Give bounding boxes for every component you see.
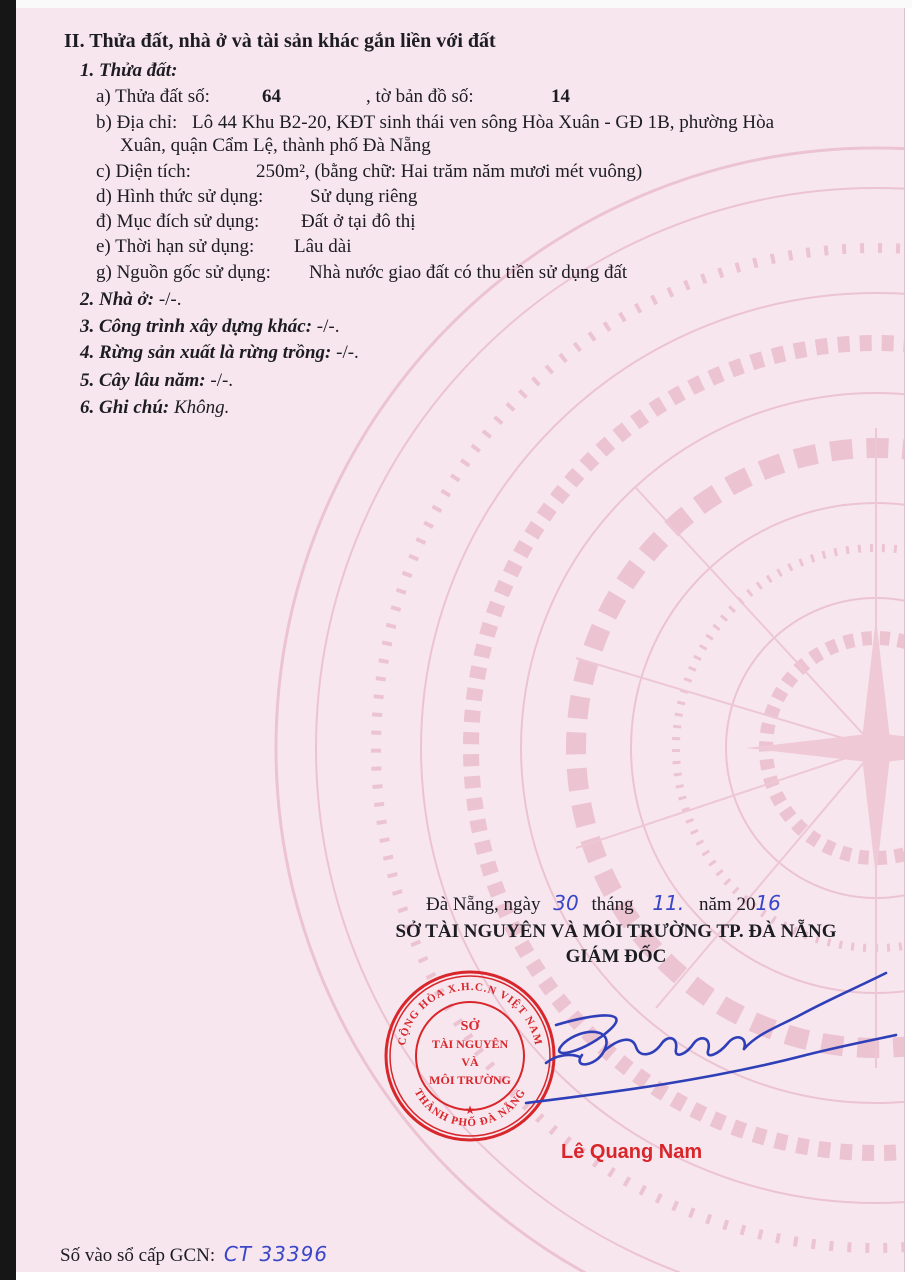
- address-value-line1: Lô 44 Khu B2-20, KĐT sinh thái ven sông Hòa Xuân - GĐ 1B, phường Hòa: [192, 112, 775, 133]
- house-row: [80, 289, 182, 311]
- parcel-number-value: 64: [262, 86, 281, 107]
- house-label: 2. Nhà ở:: [80, 289, 155, 310]
- date-year: 16: [755, 891, 781, 915]
- certificate-content: [16, 8, 904, 1272]
- signer-name: Lê Quang Nam: [561, 1141, 703, 1163]
- seal-center-line3: VÀ: [461, 1055, 479, 1069]
- registry-label: Số vào sổ cấp GCN:: [60, 1245, 216, 1266]
- section-title: II. Thửa đất, nhà ở và tài sản khác gắn liền với đất: [64, 30, 496, 52]
- other-construction-value: -/-.: [316, 316, 340, 337]
- planted-forest-row: [80, 342, 359, 364]
- scan-edge-left: [0, 0, 16, 1280]
- address-value-line2: Xuân, quận Cẩm Lệ, thành phố Đà Nẵng: [120, 135, 431, 156]
- usage-purpose-value: Đất ở tại đô thị: [301, 211, 416, 232]
- perennial-trees-label: 5. Cây lâu năm:: [80, 370, 206, 391]
- usage-form-value: Sử dụng riêng: [310, 186, 418, 207]
- notes-value: Không.: [173, 397, 230, 418]
- usage-term-label: e) Thời hạn sử dụng:: [96, 236, 255, 257]
- other-construction-row: [80, 316, 339, 338]
- registry-row: [60, 1243, 328, 1267]
- area-label: c) Diện tích:: [96, 161, 191, 182]
- seal-star-icon: ★: [464, 1103, 476, 1117]
- house-value: -/-.: [158, 289, 182, 310]
- usage-origin-value: Nhà nước giao đất có thu tiền sử dụng đất: [309, 262, 628, 283]
- notes-row: [80, 397, 229, 419]
- date-day: 30: [553, 891, 579, 915]
- other-construction-label: 3. Công trình xây dựng khác:: [80, 316, 313, 337]
- issuing-authority: SỞ TÀI NGUYÊN VÀ MÔI TRƯỜNG TP. ĐÀ NẴNG: [395, 921, 837, 942]
- address-label: b) Địa chỉ:: [96, 112, 178, 133]
- issue-date: [426, 892, 781, 916]
- date-year-label: năm 20: [698, 894, 756, 915]
- date-month: 11.: [652, 891, 685, 915]
- seal-center-line2: TÀI NGUYÊN: [431, 1037, 509, 1051]
- date-prefix: Đà Nẵng, ngày: [426, 894, 541, 915]
- seal-ring-top: CỘNG HÒA X.H.C.N VIỆT NAM: [395, 980, 545, 1047]
- registry-value: CT 33396: [223, 1242, 329, 1266]
- usage-term-value: Lâu dài: [294, 236, 352, 257]
- date-month-label: tháng: [591, 894, 634, 915]
- parcel-number-label: a) Thửa đất số:: [96, 86, 210, 107]
- director-signature: [486, 943, 904, 1113]
- seal-ring-bottom: THÀNH PHỐ ĐÀ NẴNG: [411, 1086, 529, 1130]
- perennial-trees-value: -/-.: [210, 370, 234, 391]
- parcel-heading: 1. Thửa đất:: [80, 60, 178, 81]
- usage-purpose-label: đ) Mục đích sử dụng:: [96, 211, 260, 232]
- map-sheet-label: , tờ bản đồ số:: [366, 86, 474, 107]
- signer-position: GIÁM ĐỐC: [565, 946, 667, 967]
- usage-form-label: d) Hình thức sử dụng:: [96, 186, 264, 207]
- perennial-trees-row: [80, 370, 233, 392]
- seal-center-line4: MÔI TRƯỜNG: [429, 1073, 511, 1087]
- usage-origin-label: g) Nguồn gốc sử dụng:: [96, 262, 271, 283]
- area-value: 250m², (bằng chữ: Hai trăm năm mươi mét vuông): [256, 161, 643, 182]
- certificate-page: [16, 8, 905, 1272]
- planted-forest-value: -/-.: [336, 342, 359, 363]
- planted-forest-label: 4. Rừng sản xuất là rừng trồng:: [80, 342, 332, 363]
- notes-label: 6. Ghi chú:: [80, 397, 170, 418]
- map-sheet-value: 14: [551, 86, 570, 107]
- scan-edge-top: [0, 0, 912, 8]
- seal-center-line1: SỞ: [460, 1019, 480, 1034]
